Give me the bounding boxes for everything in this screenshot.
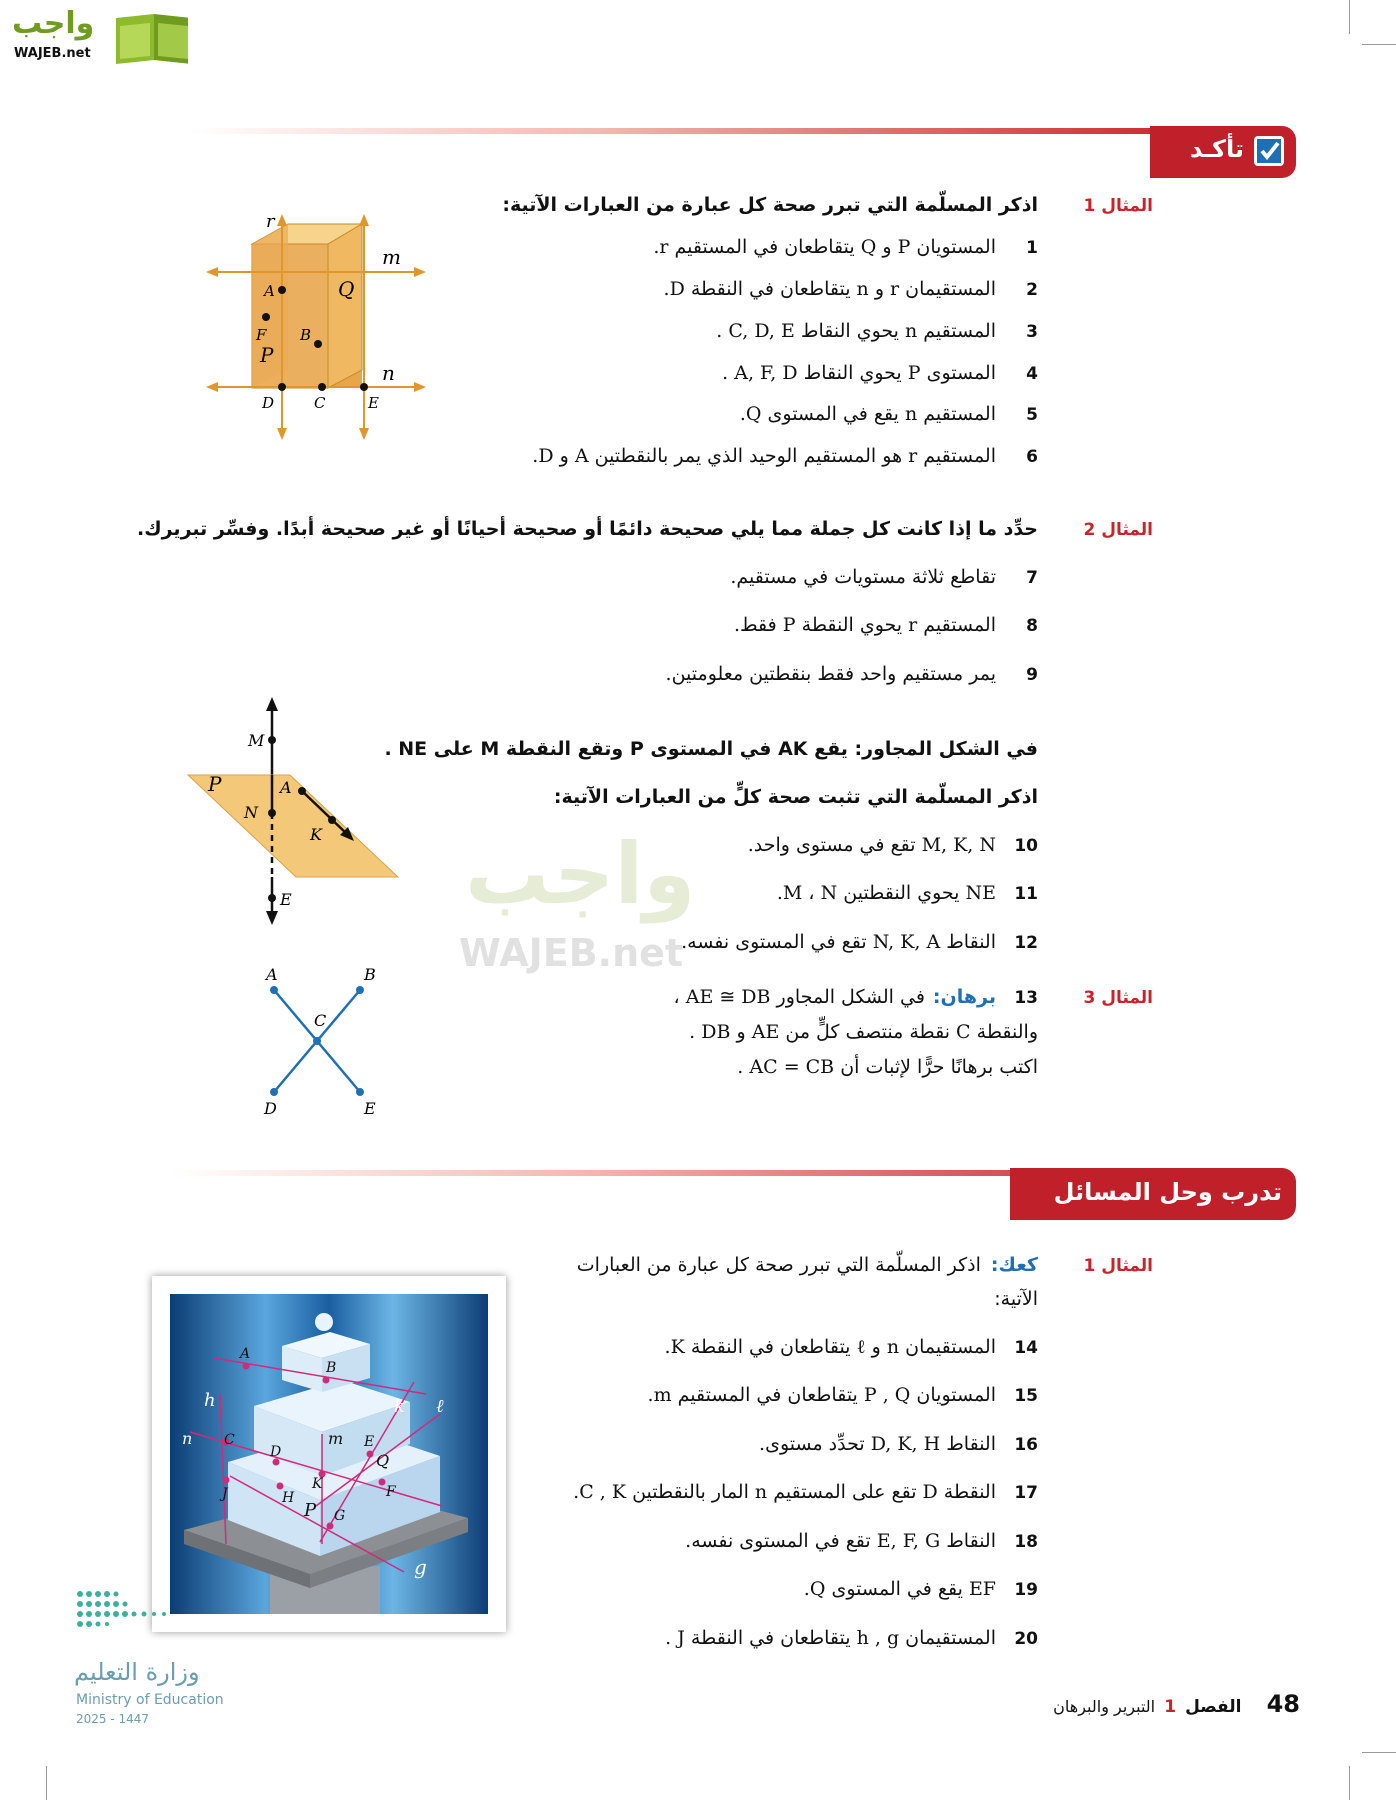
fig1-label: D xyxy=(262,394,275,412)
fig2-label: A xyxy=(280,778,292,797)
checkbox-icon xyxy=(1254,136,1284,166)
chapter-title: التبرير والبرهان xyxy=(1053,1697,1156,1716)
question-item: 17النقطة D تقع على المستقيم n المار بالنقطتين C , K. xyxy=(573,1481,1038,1503)
logo-latin: WAJEB.net xyxy=(14,46,91,61)
ministry-english: Ministry of Education xyxy=(76,1692,224,1708)
question-item: 12النقاط N, K, A تقع في المستوى نفسه. xyxy=(681,931,1038,953)
fig4-label: D xyxy=(270,1444,282,1460)
question-item: 19EF يقع في المستوى Q. xyxy=(803,1578,1038,1600)
fig2-label: M xyxy=(248,731,265,750)
fig1-label: r xyxy=(266,211,275,232)
fig2-label: E xyxy=(280,890,292,909)
ministry-dots-icon xyxy=(74,1586,244,1636)
fig4-label: B xyxy=(326,1360,337,1376)
page-footer xyxy=(1053,1690,1300,1718)
example-label: المثال 1 xyxy=(1083,1256,1153,1276)
fig1-label: B xyxy=(300,326,312,344)
question-item: 10M, K, N تقع في مستوى واحد. xyxy=(747,834,1038,856)
fig1-label: n xyxy=(382,361,395,385)
page-number: 48 xyxy=(1266,1690,1300,1718)
fig3-label: E xyxy=(364,1099,376,1118)
proof-line: والنقطة C نقطة منتصف كلٍّ من AE و DB . xyxy=(689,1021,1038,1043)
fig2-label: K xyxy=(310,825,322,844)
practice-title: تدرب وحل المسائل xyxy=(1053,1178,1282,1206)
chapter-number: 1 xyxy=(1164,1697,1177,1717)
fig4-label: h xyxy=(204,1390,216,1411)
fig1-label: Q xyxy=(338,277,355,301)
figure-plane-line xyxy=(180,695,410,930)
practice-banner xyxy=(1010,1168,1296,1220)
fig4-label: H xyxy=(282,1490,295,1506)
example-label: المثال 1 xyxy=(1083,196,1153,216)
fig4-label: m xyxy=(328,1429,344,1448)
site-logo[interactable] xyxy=(8,6,188,66)
chapter-label: الفصل xyxy=(1185,1697,1242,1717)
question-item: 14المستقيمان n و ℓ يتقاطعان في النقطة K. xyxy=(664,1336,1038,1358)
fig1-label: C xyxy=(314,394,326,412)
question-item: 7تقاطع ثلاثة مستويات في مستقيم. xyxy=(730,566,1038,588)
question-item: 15المستويان P , Q يتقاطعان في المستقيم m. xyxy=(647,1384,1038,1406)
fig4-label: A xyxy=(240,1346,251,1362)
fig3-label: D xyxy=(264,1099,277,1118)
figure-planes-box xyxy=(200,210,440,450)
check-banner xyxy=(1150,126,1296,178)
logo-arabic: واجب xyxy=(12,6,95,41)
question-item: 3المستقيم n يحوي النقاط C, D, E . xyxy=(716,320,1038,342)
example-label: المثال 3 xyxy=(1083,988,1153,1008)
ministry-logo xyxy=(74,1586,244,1736)
fig4-label: E xyxy=(364,1434,375,1450)
fig1-label: A xyxy=(264,282,275,300)
question-item: 8المستقيم r يحوي النقطة P فقط. xyxy=(733,614,1038,636)
crop-mark xyxy=(1349,1766,1350,1800)
fig4-label: C xyxy=(224,1432,235,1448)
watermark: واجب WAJEB.net xyxy=(459,825,696,975)
fig4-label: n xyxy=(182,1429,193,1448)
ministry-arabic: وزارة التعليم xyxy=(74,1658,200,1686)
question-item: 5المستقيم n يقع في المستوى Q. xyxy=(739,403,1038,425)
fig1-label: m xyxy=(382,245,401,269)
figure-crossing-segments xyxy=(252,962,382,1122)
fig1-label: P xyxy=(260,343,274,367)
fig4-label: k xyxy=(394,1396,405,1417)
figure-instruction: اذكر المسلّمة التي تثبت صحة كلٍّ من العبارات الآتية: xyxy=(553,786,1038,808)
fig4-label: J xyxy=(222,1486,228,1502)
fig4-label: F xyxy=(386,1484,396,1500)
practice-instruction: كعك:اذكر المسلّمة التي تبرر صحة كل عبارة من العبارات xyxy=(576,1254,1038,1276)
question-item: 16النقاط D, K, H تحدِّد مستوى. xyxy=(759,1433,1038,1455)
example-label: المثال 2 xyxy=(1083,520,1153,540)
question-item: 9يمر مستقيم واحد فقط بنقطتين معلومتين. xyxy=(665,663,1038,685)
cake-keyword: كعك: xyxy=(990,1254,1038,1276)
fig4-label: ℓ xyxy=(436,1396,444,1417)
fig4-label: P xyxy=(304,1500,317,1521)
fig1-label: E xyxy=(368,394,379,412)
fig3-label: C xyxy=(314,1011,327,1030)
question-item: 4المستوى P يحوي النقاط A, F, D . xyxy=(722,362,1038,384)
question-item: 2المستقيمان r و n يتقاطعان في النقطة D. xyxy=(663,278,1038,300)
question-item: 20المستقيمان h , g يتقاطعان في النقطة J . xyxy=(665,1627,1038,1649)
cake-photo-frame xyxy=(152,1276,506,1632)
ex2-instruction: حدِّد ما إذا كانت كل جملة مما يلي صحيحة دائمًا أو صحيحة أحيانًا أو غير صحيحة أبدًا. وفسِّر تبريرك. xyxy=(136,518,1038,540)
question-item: 6المستقيم r هو المستقيم الوحيد الذي يمر بالنقطتين A و D. xyxy=(532,445,1038,467)
fig3-label: A xyxy=(266,965,278,984)
figure-description: في الشكل المجاور: يقع AK في المستوى P وتقع النقطة M على NE . xyxy=(384,738,1038,760)
crop-mark xyxy=(46,1766,47,1800)
proof-line: اكتب برهانًا حرًّا لإثبات أن AC = CB . xyxy=(737,1056,1038,1078)
fig4-label: Q xyxy=(376,1451,390,1470)
fig4-label: K xyxy=(312,1476,323,1492)
proof-keyword: برهان: xyxy=(932,986,996,1008)
crop-mark xyxy=(1362,1752,1396,1753)
question-item: 1المستويان P و Q يتقاطعان في المستقيم r. xyxy=(653,236,1038,258)
ministry-year: 2025 - 1447 xyxy=(76,1712,150,1726)
fig1-label: F xyxy=(256,326,267,344)
cake-illustration xyxy=(170,1294,488,1614)
crop-mark xyxy=(1362,44,1396,45)
fig4-label: g xyxy=(414,1555,427,1579)
check-title: تأكـد xyxy=(1189,135,1244,163)
ex1-instruction: اذكر المسلّمة التي تبرر صحة كل عبارة من العبارات الآتية: xyxy=(502,194,1038,216)
question-item: 11NE يحوي النقطتين M ، N. xyxy=(776,882,1038,904)
crop-mark xyxy=(1349,0,1350,34)
fig4-label: G xyxy=(334,1508,346,1524)
practice-instruction: الآتية: xyxy=(994,1288,1038,1310)
section-divider xyxy=(190,128,1200,134)
question-item: 18النقاط E, F, G تقع في المستوى نفسه. xyxy=(685,1530,1038,1552)
question-item: 13برهان:في الشكل المجاور AE ≅ DB ، xyxy=(673,986,1038,1008)
fig2-label: N xyxy=(244,803,258,822)
fig2-label: P xyxy=(208,772,222,796)
fig3-label: B xyxy=(364,965,376,984)
